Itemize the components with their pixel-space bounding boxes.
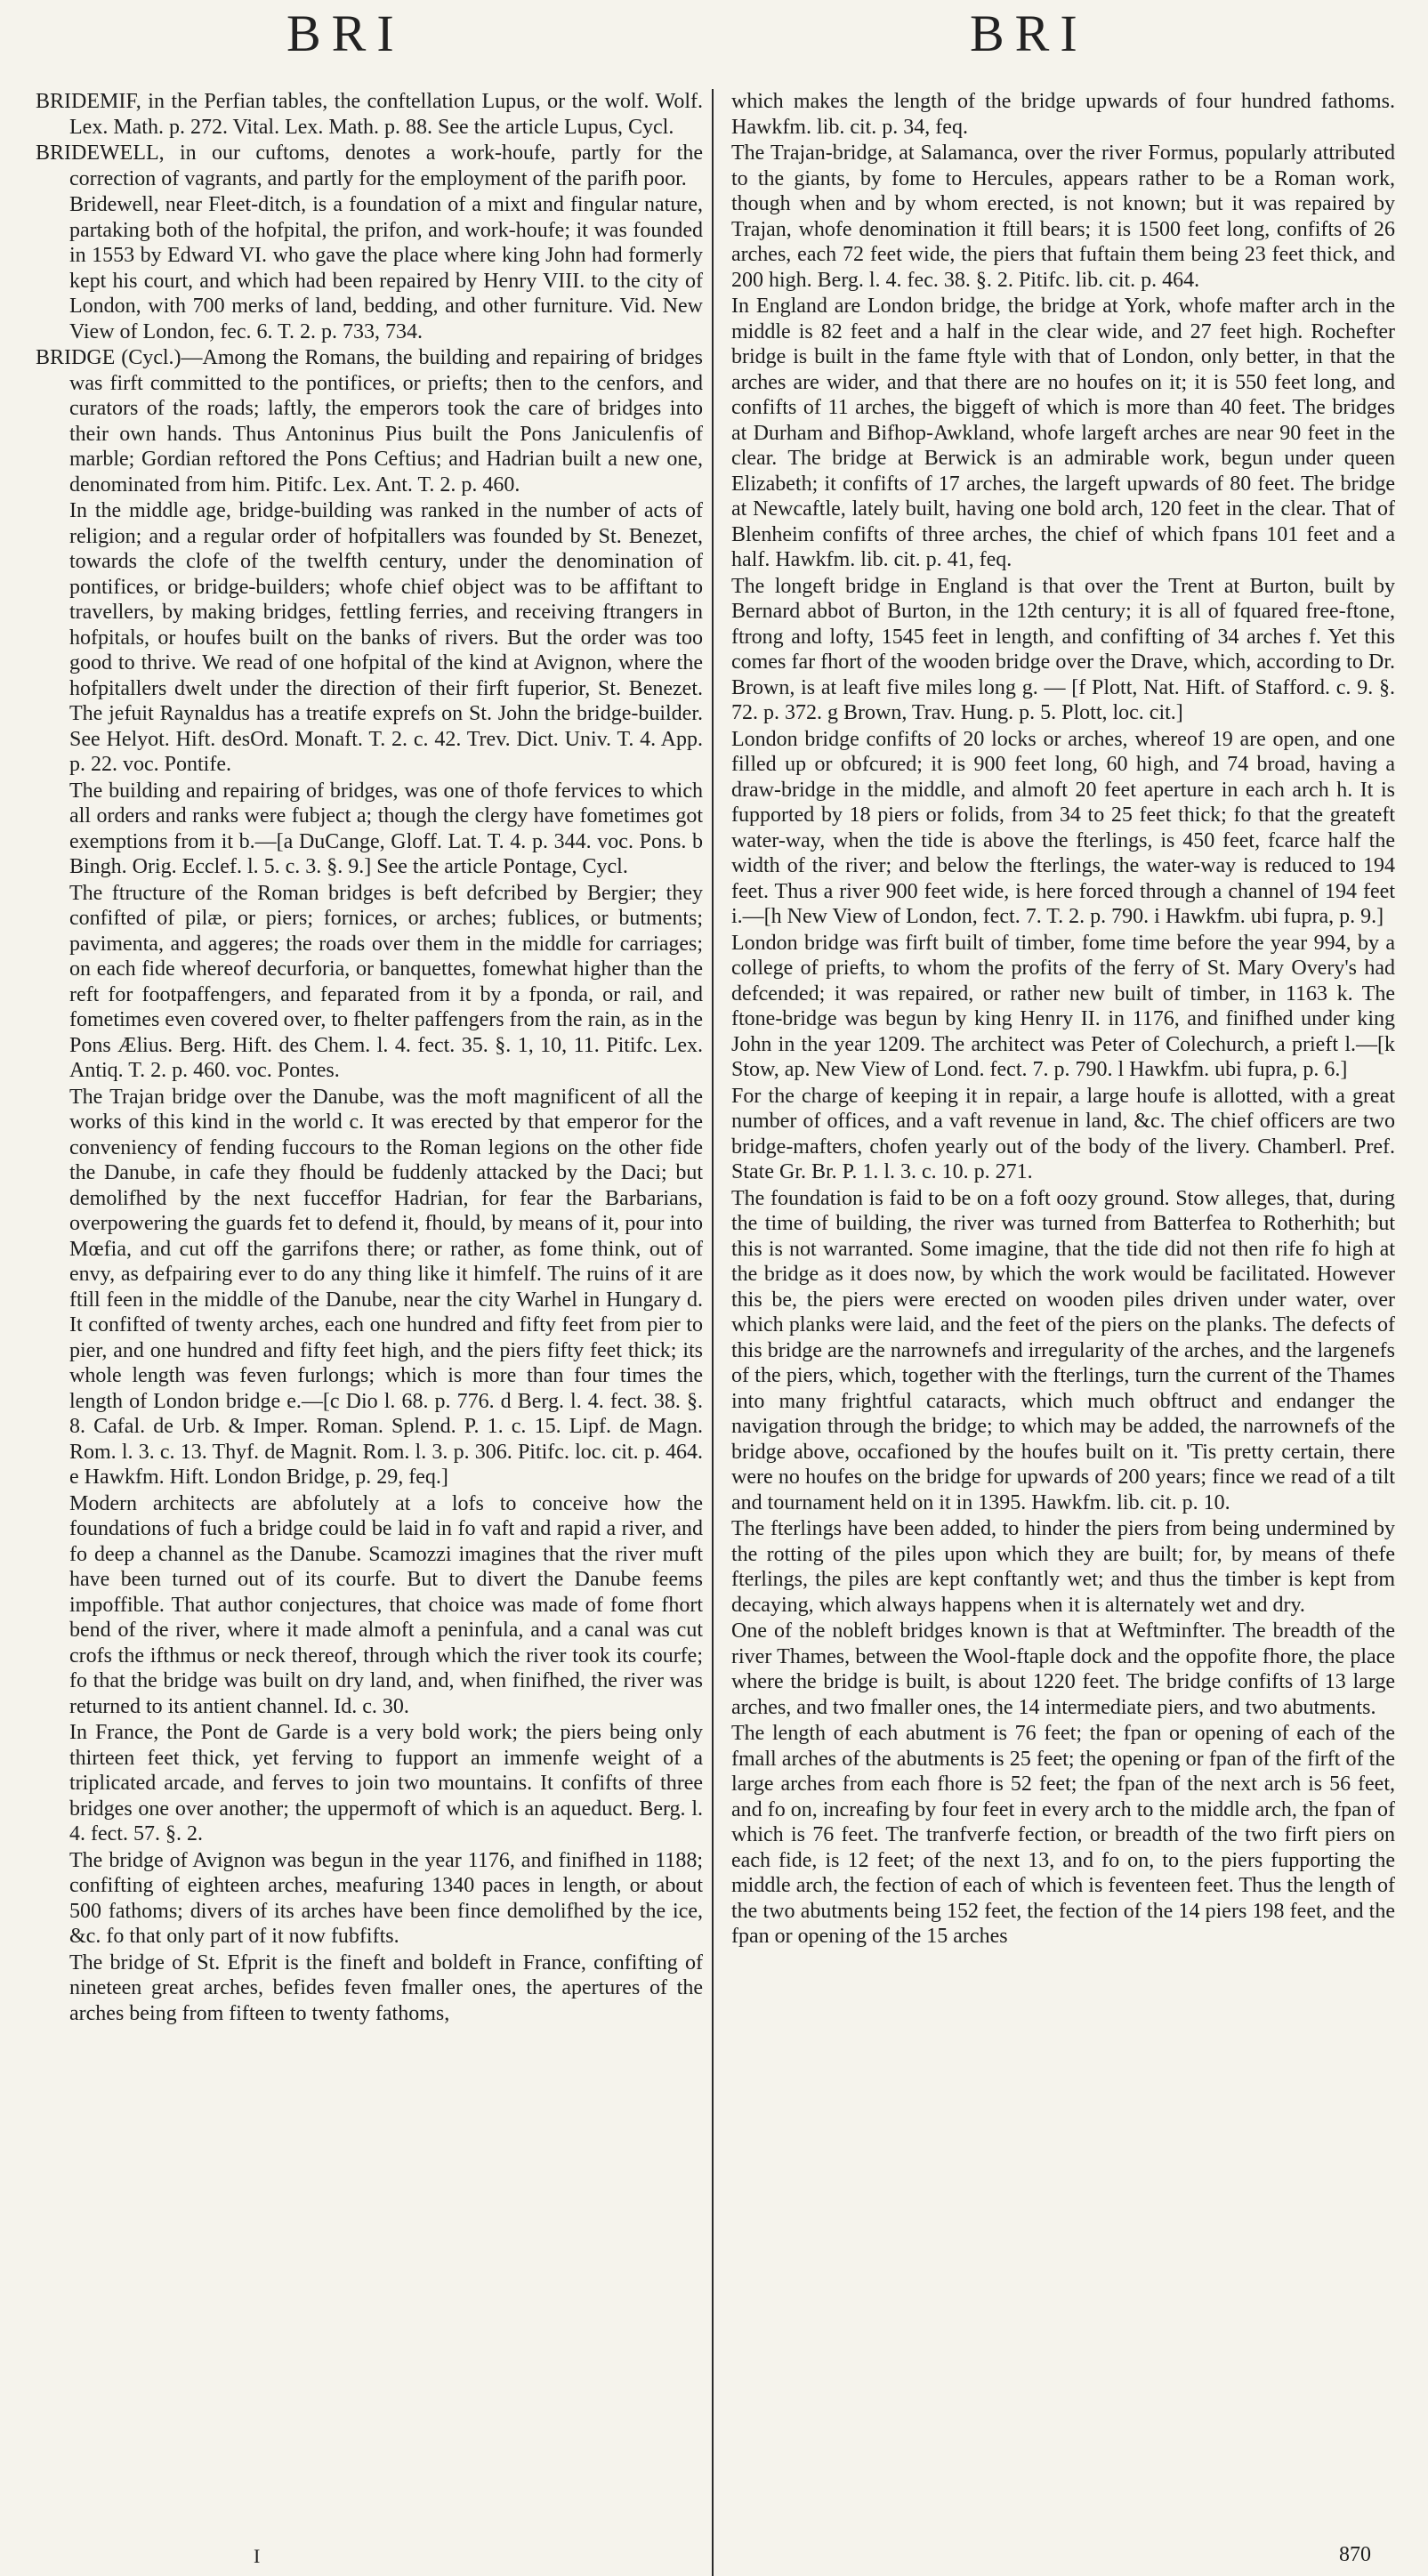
column-divider xyxy=(712,89,714,2576)
paragraph-sterlings: The fterlings have been added, to hinder the piers from being undermined by the rotting of the piles upon which they are built; for, by means of thefe fterlings, the piles are kept conftantly wet; and thus the timber is kept from decaying, which always happens when it is alternately wet and dry. xyxy=(731,1517,1395,1617)
paragraph-london-timber: London bridge was firft built of timber, fome time before the year 994, by a college of priefts, to whom the profits of the ferry of St. Mary Overy's had defcended; it was repaired, or rather new built of timber, in 1163 k. The ftone-bridge was begun by king Henry II. in 1176, and finifhed under king John in the year 1209. The architect was Peter of Colechurch, a prieft l.—[k Stow, ap. New View of Lond. fect. 7. p. 790. l Hawkfm. ubi fupra, p. 6.] xyxy=(731,931,1395,1081)
paragraph-foundation: The foundation is faid to be on a foft oozy ground. Stow alleges, that, during the time of building, the river was turned from Batterfea to Rotherhith; but this is not warranted. Some imagine, that the tide did not then rife fo high at the bridge as it does now, by which the work would be facilitated. However this be, the piers were erected on wooden piles driven under water, over which planks were laid, and the feet of the piers on the planks. The defects of this bridge are the narrownefs and irregularity of the arches, and the largenefs of the piers, which, together with the fterlings, turn the current of the Thames into many frightful cataracts, which much obftruct and endanger the navigation through the bridge; to which may be added, the narrownefs of the bridge above, occafioned by the houfes built on it. 'Tis pretty certain, there were no houfes on the bridge for upwards of 200 years; fince we read of a tilt and tournament held on it in 1395. Hawkfm. lib. cit. p. 10. xyxy=(731,1186,1395,1514)
paragraph-trajan-danube: The Trajan bridge over the Danube, was the moft magnificent of all the works of this kind in the world c. It was erected by that emperor for the conveniency of fending fuccours to the Roman legions on the other fide the Danube, in cafe they fhould be fuddenly attacked by the Daci; but demolifhed by the next fucceffor Hadrian, for fear the Barbarians, overpowering the guards fet to defend it, fhould, by means of it, pour into Mœfia, and cut off the garrifons there; or rather, as fome think, out of envy, as defpairing ever to do any thing like it himfelf. The ruins of it are ftill feen in the middle of the Danube, near the city Warhel in Hungary d. It confifted of twenty arches, each one hundred and fifty feet from pier to pier, and one hundred and fifty feet high, and the piers fifty feet thick; its whole length was feven furlongs; which is more than four times the length of London bridge e.—[c Dio l. 68. p. 776. d Berg. l. 4. fect. 38. §. 8. Cafal. de Urb. & Imper. Roman. Splend. P. 1. c. 15. Lipf. de Magn. Rom. l. 3. c. 13. Thyf. de Magnit. Rom. l. 3. p. 306. Pitifc. loc. cit. p. 464. e Hawkfm. Hift. London Bridge, p. 29, feq.] xyxy=(69,1085,703,1489)
entry-bridge: BRIDGE (Cycl.)—Among the Romans, the building and repairing of bridges was firft committed to the pontifices, or priefts; then to the cenfors, and curators of the roads; laftly, the emperors took the care of bridges into their own hands. Thus Antoninus Pius built the Pons Janiculenfis of marble; Gordian reftored the Pons Ceftius; and Hadrian built a new one, denominated from him. Pitifc. Lex. Ant. T. 2. p. 460. xyxy=(36,346,703,497)
page-number: 870 xyxy=(1339,2543,1371,2566)
right-column xyxy=(731,89,1395,1950)
paragraph-england-bridges: In England are London bridge, the bridge at York, whofe mafter arch in the middle is 82 feet and a half in the clear wide, and 27 feet high. Rochefter bridge is built in the fame ftyle with that of London, only better, in that the arches are wider, and that there are no houfes on it; it is 550 feet long, and confifts of 11 arches, the biggeft of which is more than 40 feet. The bridges at Durham and Bifhop-Awkland, whofe largeft arches are near 90 feet in the clear. The bridge at Berwick is an admirable work, begun under queen Elizabeth; it confifts of 17 arches, the largeft upwards of 80 feet. The bridge at Newcaftle, lately built, having one bold arch, 120 feet in the clear. That of Blenheim confifts of three arches, the chief of which fpans 101 feet and a half. Hawkfm. lib. cit. p. 41, feq. xyxy=(731,295,1395,571)
running-head-right: BRI xyxy=(970,4,1088,62)
paragraph-longest-bridge: The longeft bridge in England is that over the Trent at Burton, built by Bernard abbot of Burton, in the 12th century; it is all of fquared free-ftone, ftrong and lofty, 1545 feet in length, and confifting of 34 arches f. Yet this comes far fhort of the wooden bridge over the Drave, which, according to Dr. Brown, is at leaft five miles long g. — [f Plott, Nat. Hift. of Stafford. c. 9. §. 72. p. 372. g Brown, Trav. Hung. p. 5. Plott, loc. cit.] xyxy=(731,574,1395,724)
paragraph-roman-structure: The ftructure of the Roman bridges is beft defcribed by Bergier; they confifted of pilæ, or piers; fornices, or arches; fublices, or butments; pavimenta, and aggeres; the roads over them in the middle for carriages; on each fide whereof decurforia, or banquettes, fomewhat higher than the reft for footpaffengers, and feparated from it by a fponda, or rail, and fometimes even covered over, to fhelter paffengers from the rain, as in the Pons Ælius. Berg. Hift. des Chem. l. 4. fect. 35. §. 1, 10, 11. Pitifc. Lex. Antiq. T. 2. p. 460. voc. Pontes. xyxy=(69,881,703,1082)
left-column xyxy=(36,89,703,2027)
entry-bridewell: BRIDEWELL, in our cuftoms, denotes a work-houfe, partly for the correction of vagrants, and partly for the employment of the parifh poor. xyxy=(36,141,703,190)
paragraph-building-repairing: The building and repairing of bridges, was one of thofe fervices to which all orders and ranks were fubject a; though the clergy have fometimes got exemptions from it b.—[a DuCange, Gloff. Lat. T. 4. p. 344. voc. Pons. b Bingh. Orig. Ecclef. l. 5. c. 3. §. 9.] See the article Pontage, Cycl. xyxy=(69,779,703,878)
paragraph-bridewell-foundation: Bridewell, near Fleet-ditch, is a foundation of a mixt and fingular nature, partaking both of the hofpital, the prifon, and work-houfe; it was founded in 1553 by Edward VI. who gave the place where king John had formerly kept his court, and which had been repaired by Henry VIII. to the city of London, with 700 merks of land, bedding, and other furniture. Vid. New View of London, fec. 6. T. 2. p. 733, 734. xyxy=(69,193,703,343)
signature-mark: I xyxy=(254,2545,261,2567)
paragraph-charge: For the charge of keeping it in repair, a large houfe is allotted, with a great number of offices, and a vaft revenue in land, &c. The chief officers are two bridge-mafters, chofen yearly out of the body of the livery. Chamberl. Pref. State Gr. Br. P. 1. l. 3. c. 10. p. 271. xyxy=(731,1084,1395,1183)
paragraph-abutment: The length of each abutment is 76 feet; the fpan or opening of each of the fmall arches of the abutments is 25 feet; the opening or fpan of the firft of the large arches from each fhore is 52 feet; the fpan of the next arch is 56 feet, and fo on, increafing by four feet in every arch to the middle arch, the fpan of which is 76 feet. The tranfverfe fection, or breadth of the two firft piers on each fide, is 12 feet; of the next 13, and fo on, to the piers fupporting the middle arch, the fection of each of which is feventeen feet. Thus the length of the two abutments being 152 feet, the fection of the 14 piers 198 feet, and the fpan or opening of the 15 arches xyxy=(731,1722,1395,1948)
paragraph-modern-architects: Modern architects are abfolutely at a lofs to conceive how the foundations of fuch a bridge could be laid in fo vaft and rapid a river, and fo deep a channel as the Danube. Scamozzi imagines that the river muft have been turned out of its courfe. But to divert the Danube feems impoffible. That author conjectures, that choice was made of fome fhort bend of the river, where it made almoft a peninfula, and a canal was cut crofs the ifthmus or neck thereof, through which the river took its courfe; fo that the bridge was built on dry land, and, when finifhed, the river was returned to its antient channel. Id. c. 30. xyxy=(69,1491,703,1718)
entry-bridemif: BRIDEMIF, in the Perfian tables, the conftellation Lupus, or the wolf. Wolf. Lex. Math. p. 272. Vital. Lex. Math. p. 88. See the article Lupus, Cycl. xyxy=(36,90,703,139)
paragraph-middle-age: In the middle age, bridge-building was ranked in the number of acts of religion; and a regular order of hofpitallers was founded by St. Benezet, towards the clofe of the twelfth century, under the denomination of pontifices, or bridge-builders; whofe chief object was to be affiftant to travellers, by making bridges, fettling ferries, and receiving ftrangers in hofpitals, or houfes built on the banks of rivers. But the order was too good to thrive. We read of one hofpital of the kind at Avignon, where the hofpitallers dwelt under the direction of their firft fuperior, St. Benezet. The jefuit Raynaldus has a treatife exprefs on St. John the bridge-builder. See Helyot. Hift. desOrd. Monaft. T. 2. c. 42. Trev. Dict. Univ. T. 4. App. p. 22. voc. Pontife. xyxy=(69,499,703,776)
running-head-left: BRI xyxy=(286,4,405,62)
paragraph-avignon: The bridge of Avignon was begun in the year 1176, and finifhed in 1188; confifting of eighteen arches, meafuring 1340 paces in length, or about 500 fathoms; divers of its arches have been fince demolifhed by the ice, &c. fo that only part of it now fubfifts. xyxy=(69,1848,703,1948)
paragraph-st-esprit-continued: which makes the length of the bridge upwards of four hundred fathoms. Hawkfm. lib. cit. p. 34, feq. xyxy=(731,90,1395,139)
paragraph-st-esprit: The bridge of St. Efprit is the fineft and boldeft in France, confifting of nineteen great arches, befides feven fmaller ones, the apertures of the arches being from fifteen to twenty fathoms, xyxy=(69,1950,703,2025)
paragraph-london-bridge: London bridge confifts of 20 locks or arches, whereof 19 are open, and one filled up or obfcured; it is 900 feet long, 60 high, and 74 broad, having a draw-bridge in the middle, and almoft 20 feet aperture in each arch h. It is fupported by 18 piers or folids, from 34 to 25 feet thick; fo that the greateft water-way, when the tide is above the fterlings, is 450 feet, fcarce half the width of the river; and below the fterlings, the water-way is reduced to 194 feet. Thus a river 900 feet wide, is here forced through a channel of 194 feet i.—[h New View of London, fect. 7. T. 2. p. 790. i Hawkfm. ubi fupra, p. 9.] xyxy=(731,727,1395,928)
paragraph-salamanca: The Trajan-bridge, at Salamanca, over the river Formus, popularly attributed to the giants, by fome to Hercules, appears rather to be a Roman work, though when and by whom erected, is not known; but it was repaired by Trajan, whofe denomination it ftill bears; it is 1500 feet long, confifts of 26 arches, each 72 feet wide, the piers that fuftain them being 23 feet thick, and 200 high. Berg. l. 4. fec. 38. §. 2. Pitifc. lib. cit. p. 464. xyxy=(731,141,1395,292)
paragraph-westminster: One of the nobleft bridges known is that at Weftminfter. The breadth of the river Thames, between the Wool-ftaple dock and the oppofite fhore, the place where the bridge is built, is about 1220 feet. The bridge confifts of 13 large arches, and two fmaller ones, the 14 intermediate piers, and two abutments. xyxy=(731,1619,1395,1719)
paragraph-pont-de-garde: In France, the Pont de Garde is a very bold work; the piers being only thirteen feet thick, yet ferving to fupport an immenfe weight of a triplicated arcade, and ferves to join two mountains. It confifts of three bridges one over another; the uppermoft of which is an aqueduct. Berg. l. 4. fect. 57. §. 2. xyxy=(69,1721,703,1845)
